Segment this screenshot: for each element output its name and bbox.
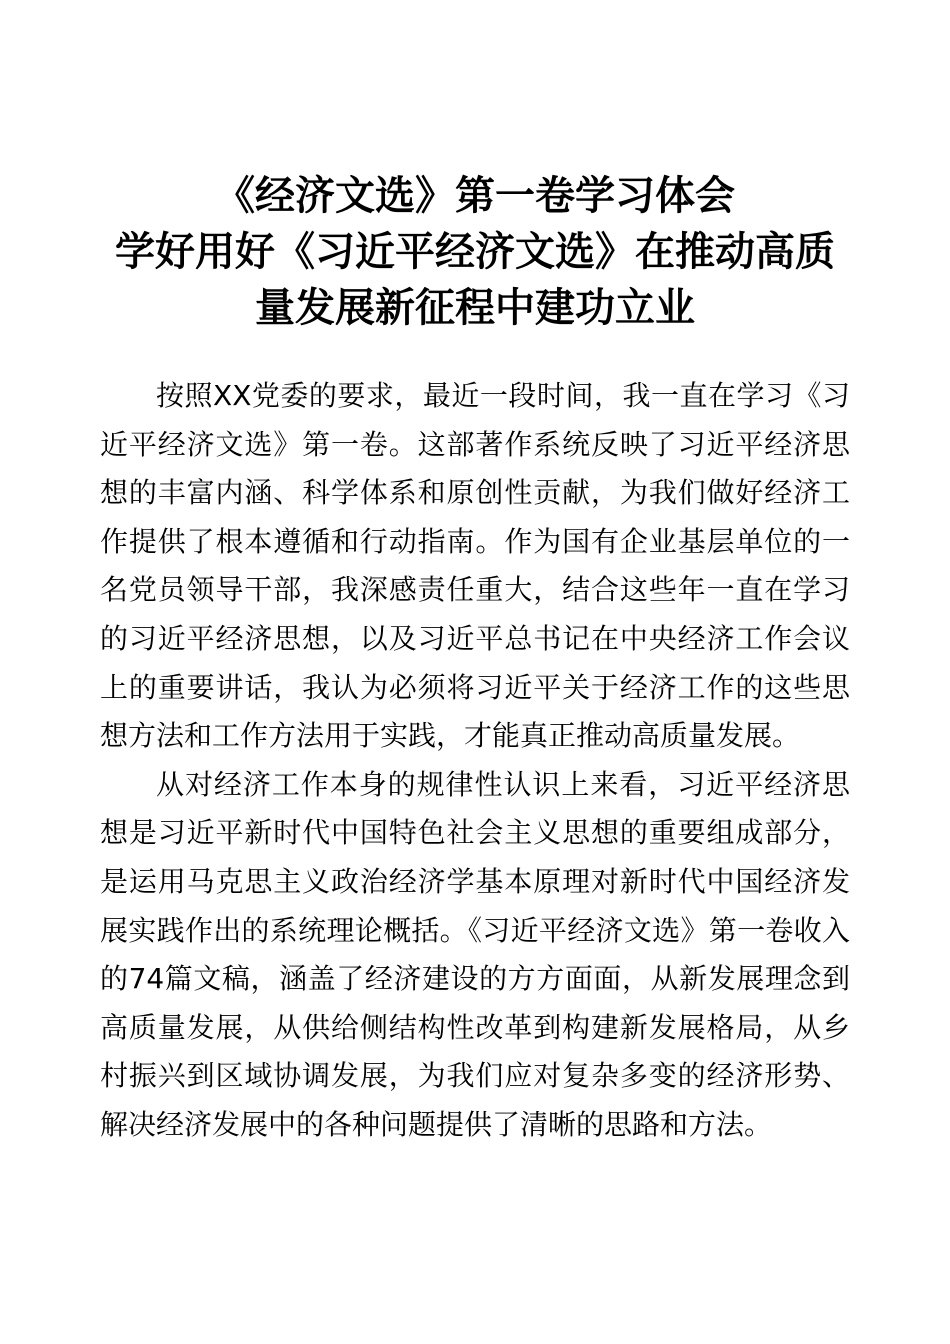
document-title [60,168,890,336]
paragraph-1: 按照XX党委的要求，最近一段时间，我一直在学习《习近平经济文选》第一卷。这部著作系统反映了习近平经济思想的丰富内涵、科学体系和原创性贡献，为我们做好经济工作提供了根本遵循和行动指南。作为国有企业基层单位的一名党员领导干部，我深感责任重大，结合这些年一直在学习的习近平经济思想，以及习近平总书记在中央经济工作会议上的重要讲话，我认为必须将习近平关于经济工作的这些思想方法和工作方法用于实践，才能真正推动高质量发展。 [100,379,850,753]
title-line-2: 学好用好《习近平经济文选》在推动高质 [115,228,835,275]
title-line-1: 《经济文选》第一卷学习体会 [215,172,735,219]
paragraph-2: 从对经济工作本身的规律性认识上来看，习近平经济思想是习近平新时代中国特色社会主义思想的重要组成部分，是运用马克思主义政治经济学基本原理对新时代中国经济发展实践作出的系统理论概括。《习近平经济文选》第一卷收入的74篇文稿，涵盖了经济建设的方方面面，从新发展理念到高质量发展，从供给侧结构性改革到构建新发展格局，从乡村振兴到区域协调发展，为我们应对复杂多变的经济形势、解决经济发展中的各种问题提供了清晰的思路和方法。 [100,767,850,1141]
title-line-3: 量发展新征程中建功立业 [255,284,695,331]
document-body [100,372,850,1150]
